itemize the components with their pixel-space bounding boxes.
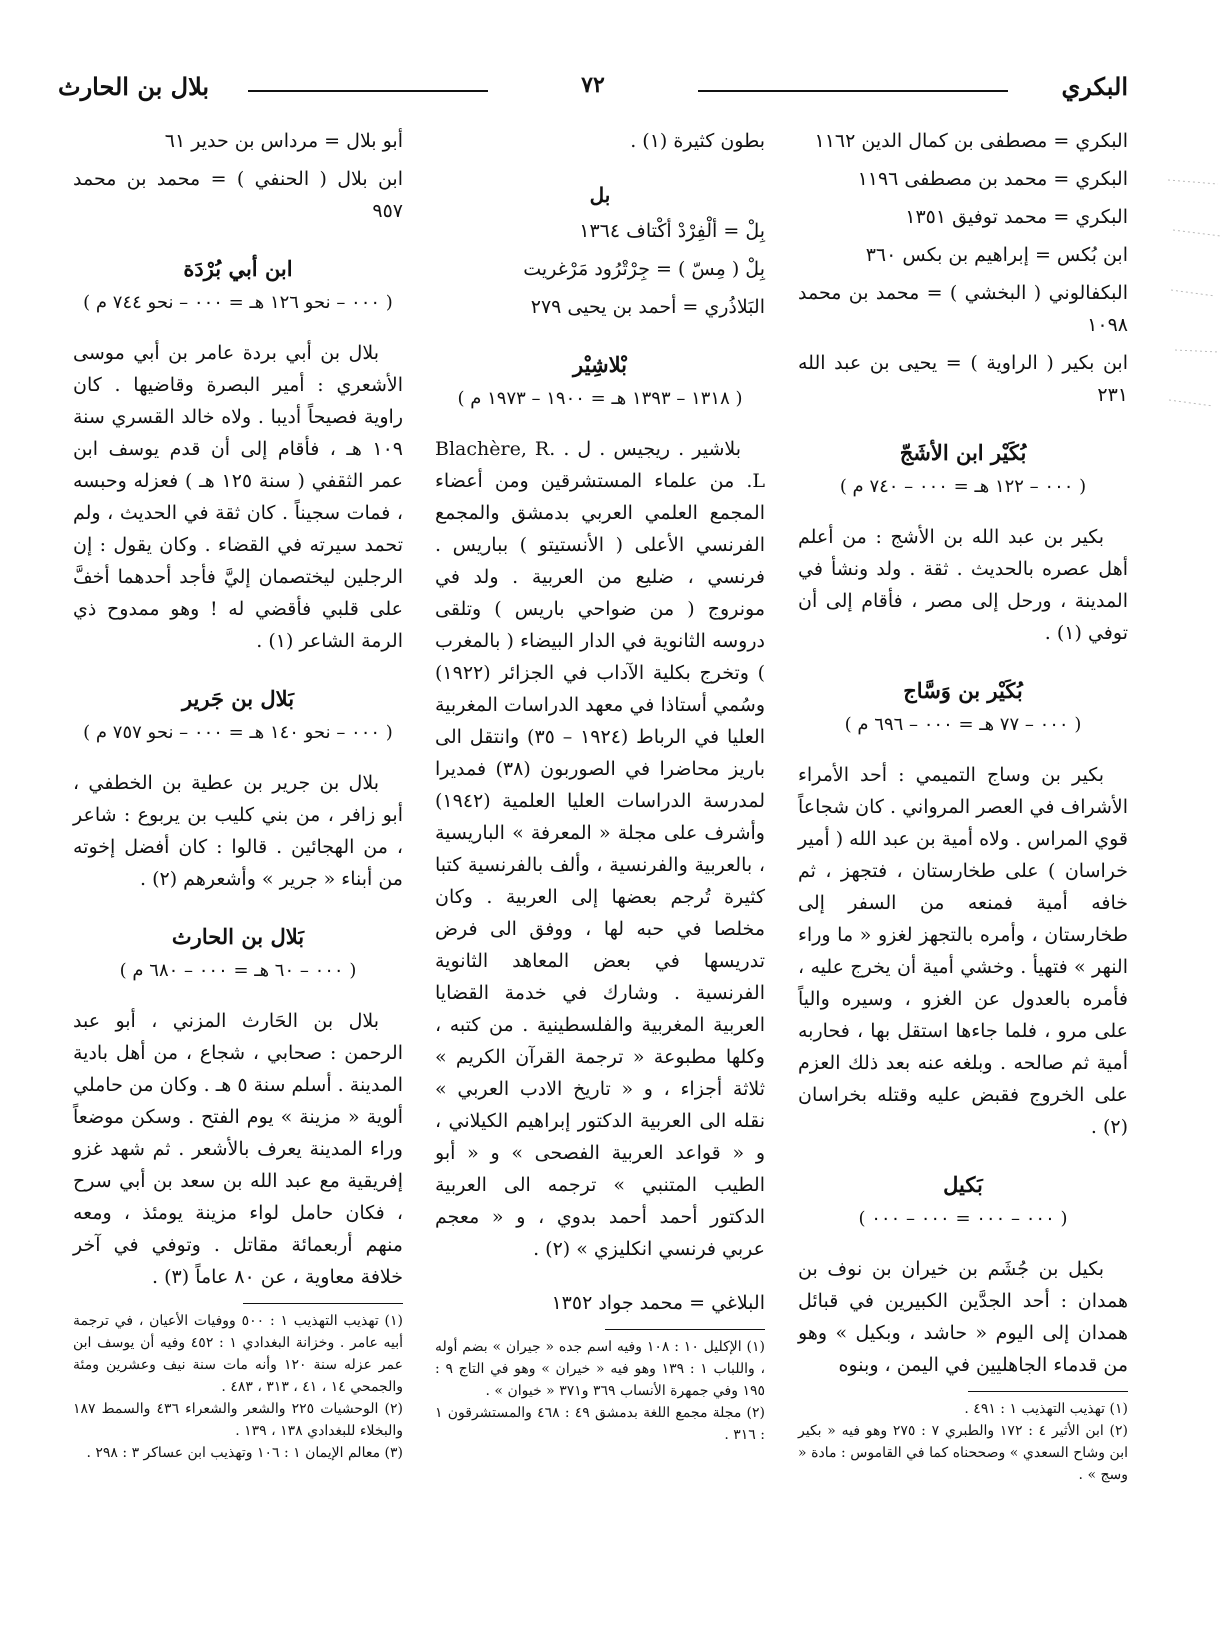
entry-title: بَلال بن جَرير	[181, 686, 295, 711]
footnote: (١) تهذيب التهذيب ١ : ٤٩١ .	[964, 1401, 1128, 1417]
entry-text: بكيل بن جُشَم بن خيران بن نوف بن همدان : أحد الجدَّين الكبيرين في قبائل همدان إلى اليوم « حاشد ، وبكيل » وهو من قدماء الجاهليين في اليمن ، وبنوه	[798, 1258, 1128, 1376]
entry-title: بَلال بن الحارث	[171, 924, 305, 949]
cross-reference: ابن بكير ( الراوية ) = يحيى بن عبد الله ٢٣١	[798, 352, 1128, 406]
cross-reference: البلاغي = محمد جواد ١٣٥٢	[551, 1292, 765, 1314]
cross-reference: أبو بلال = مرداس بن حدير ٦١	[164, 130, 403, 152]
cross-reference: البَلاذُري = أحمد بن يحيى ٢٧٩	[530, 296, 765, 318]
entry-text: بكير بن عبد الله بن الأشج : من أعلم أهل عصره بالحديث . ثقة . ولد ونشأ في المدينة ، ورحل إلى مصر ، فأقام إلى أن توفي (١) .	[798, 526, 1128, 644]
cross-reference: بِلْ ( مِسّ ) = جِرْتْرُود مَرْغريت	[523, 258, 765, 280]
scan-artifact	[1163, 170, 1223, 430]
entry-dates: ( ٠٠٠ – نحو ١٢٦ هـ = ٠٠٠ – نحو ٧٤٤ م )	[83, 292, 393, 313]
column-middle	[435, 125, 765, 1446]
section-heading: بل	[589, 183, 611, 207]
header-left-title: بلال بن الحارث	[58, 72, 210, 101]
entry-dates: ( ٠٠٠ – ١٢٢ هـ = ٠٠٠ – ٧٤٠ م )	[839, 476, 1087, 497]
cross-reference: البكري = مصطفى بن كمال الدين ١١٦٢	[814, 130, 1128, 152]
entry-text: بلاشير . ريجيس . ل . Blachère, R. L. من علماء المستشرقين ومن أعضاء المجمع العلمي العربي بدمشق والمجمع الفرنسي الأعلى ( الأنستيتو ) بباريس . فرنسي ، ضليع من العربية . ولد في مونروج ( من ضواحي باريس ) وتلقى دروسه الثانوية في الدار البيضاء ( بالمغرب ) وتخرج بكلية الآداب في الجزائر (١٩٢٢) وسُمي أستاذا في معهد الدراسات المغربية العليا في الرباط (١٩٢٤ – ٣٥) وانتقل الى باريز محاضرا في الصوربون (٣٨) فمديرا لمدرسة الدراسات العليا العلمية (١٩٤٢) وأشرف على مجلة « المعرفة » الباريسية ، بالعربية والفرنسية ، وألف بالفرنسية كتبا كثيرة تُرجم بعضها إلى العربية . وكان مخلصا في حبه لها ، ووفق الى فرض تدريسها في بعض المعاهد الثانوية الفرنسية . وشارك في خدمة القضايا العربية المغربية والفلسطينية . من كتبه ، وكلها مطبوعة « ترجمة القرآن الكريم » ثلاثة أجزاء ، و « تاريخ الادب العربي » نقله الى العربية الدكتور إبراهيم الكيلاني ، و « قواعد العربية الفصحى » و « أبو الطيب المتنبي » ترجمه الى العربية الدكتور أحمد أحمد بدوي ، و « معجم عربي فرنسي انكليزي » (٢) .	[435, 438, 765, 1260]
footnote: (٢) مجلة مجمع اللغة بدمشق ٤٩ : ٤٦٨ والمستشرقون ١ : ٣١٦ .	[435, 1405, 765, 1443]
entry-text: بكير بن وساج التميمي : أحد الأمراء الأشراف في العصر المرواني . كان شجاعاً قوي المراس . ولاه أمية بن عبد الله ( أمير خراسان ) على طخارستان ، فتجهز ، ثم خافه أمية فمنعه من السفر إلى طخارستان ، وأمره بالتجهز لغزو « ما وراء النهر » فتهيأ . وخشي أمية أن يخرج عليه ، فأمره بالعدول عن الغزو ، وسيره والياً على مرو ، فلما جاءها استقل بها ، فحاربه أمية ثم صالحه . وبلغه عنه بعد ذلك العزم على الخروج فقبض عليه وقتله بخراسان (٢) .	[798, 764, 1128, 1138]
entry-text: بلال بن أبي بردة عامر بن أبي موسى الأشعري : أمير البصرة وقاضيها . كان راوية فصيحاً أديبا . ولاه خالد القسري سنة ١٠٩ هـ ، فأقام إلى أن قدم يوسف ابن عمر الثقفي ( سنة ١٢٥ هـ ) فعزله وحبسه ، فمات سجيناً . كان ثقة في الحديث ، ولم تحمد سيرته في القضاء . وكان يقول : إن الرجلين ليختصمان إليَّ فأجد أحدهما أخفَّ على قلبي فأقضي له ! وهو ممدوح ذي الرمة الشاعر (١) .	[73, 342, 404, 652]
entry-dates: ( ٠٠٠ – نحو ١٤٠ هـ = ٠٠٠ – نحو ٧٥٧ م )	[83, 722, 393, 743]
page-number: ٧٢	[581, 72, 605, 98]
footnote: (٣) معالم الإيمان ١ : ١٠٦ وتهذيب ابن عساكر ٣ : ٢٩٨ .	[86, 1445, 403, 1461]
entry-title: بْلاشِيْر	[573, 352, 627, 377]
continuation-text: بطون كثيرة (١) .	[630, 130, 765, 152]
footnote-divider	[605, 1329, 765, 1330]
entry-title: ابن أبي بُرْدَة	[183, 256, 293, 281]
entry-title: بَكيل	[943, 1172, 983, 1197]
page-header	[58, 72, 1128, 108]
cross-reference: بِلْ = ألْفِرْدْ أكْتاف ١٣٦٤	[579, 220, 765, 242]
cross-reference: البكري = محمد توفيق ١٣٥١	[905, 206, 1128, 228]
cross-reference: البكري = محمد بن مصطفى ١١٩٦	[857, 168, 1128, 190]
footnote: (٢) ابن الأثير ٤ : ١٧٢ والطبري ٧ : ٢٧٥ وهو فيه « بكير ابن وشاح السعدي » وصححناه كما في القاموس : مادة « وسج » .	[798, 1423, 1128, 1483]
footnote-divider	[243, 1303, 403, 1304]
footnote: (١) تهذيب التهذيب ١ : ٥٠٠ ووفيات الأعيان ، في ترجمة أبيه عامر . وخزانة البغدادي ١ : ٤٥٢ وفيه أن يوسف ابن عمر عزله سنة ١٢٠ وأنه مات سنة نيف وعشرين ومئة والجمحي ١٤ ، ٤١ ، ٣١٣ ، ٤٨٣ .	[73, 1313, 404, 1395]
column-right	[798, 125, 1128, 1486]
cross-reference: ابن بُكس = إبراهيم بن بكس ٣٦٠	[865, 244, 1128, 266]
cross-reference: ابن بلال ( الحنفي ) = محمد بن محمد ٩٥٧	[73, 168, 403, 222]
entry-text: بلال بن جرير بن عطية بن الخطفي ، أبو زافر ، من بني كليب بن يربوع : شاعر ، من الهجائين . قالوا : كان أفضل إخوته من أبناء « جرير » وأشعرهم (٢) .	[73, 772, 403, 890]
header-rule-left	[248, 90, 488, 92]
footnote: (٢) الوحشيات ٢٢٥ والشعر والشعراء ٤٣٦ والسمط ١٨٧ والبخلاء للبغدادي ١٣٨ ، ١٣٩ .	[73, 1401, 403, 1439]
footnote: (١) الإكليل ١٠ : ١٠٨ وفيه اسم جده « جيران » بضم أوله ، واللباب ١ : ١٣٩ وهو فيه « خيران » وهو في التاج ٩ : ١٩٥ وفي جمهرة الأنساب ٣٦٩ و٣٧١ « خيوان » .	[435, 1339, 765, 1399]
entry-title: بُكَيْر ابن الأشَجّ	[899, 440, 1027, 465]
entry-dates: ( ٠٠٠ – ٦٠ هـ = ٠٠٠ – ٦٨٠ م )	[119, 960, 357, 981]
entry-dates: ( ٠٠٠ – ٧٧ هـ = ٠٠٠ – ٦٩٦ م )	[844, 714, 1082, 735]
column-left	[73, 125, 403, 1464]
entry-text: بلال بن الحَارث المزني ، أبو عبد الرحمن : صحابي ، شجاع ، من أهل بادية المدينة . أسلم سنة ٥ هـ . وكان من حاملي ألوية « مزينة » يوم الفتح . وسكن موضعاً وراء المدينة يعرف بالأشعر . ثم شهد غزو إفريقية مع عبد الله بن سعد بن أبي سرح ، فكان حامل لواء مزينة يومئذ ، ومعه منهم أربعمائة مقاتل . وتوفي في آخر خلافة معاوية ، عن ٨٠ عاماً (٣) .	[73, 1010, 404, 1288]
entry-dates: ( ٠٠٠ – ٠٠٠ = ٠٠٠ – ٠٠٠ )	[858, 1208, 1068, 1229]
cross-reference: البكفالوني ( البخشي ) = محمد بن محمد ١٠٩٨	[798, 282, 1128, 336]
entry-title: بُكَيْر بن وَسَّاج	[903, 678, 1023, 703]
footnote-divider	[968, 1391, 1128, 1392]
header-right-title: البكري	[1061, 72, 1128, 101]
header-rule-right	[698, 90, 1008, 92]
entry-dates: ( ١٣١٨ – ١٣٩٣ هـ = ١٩٠٠ – ١٩٧٣ م )	[457, 388, 743, 409]
